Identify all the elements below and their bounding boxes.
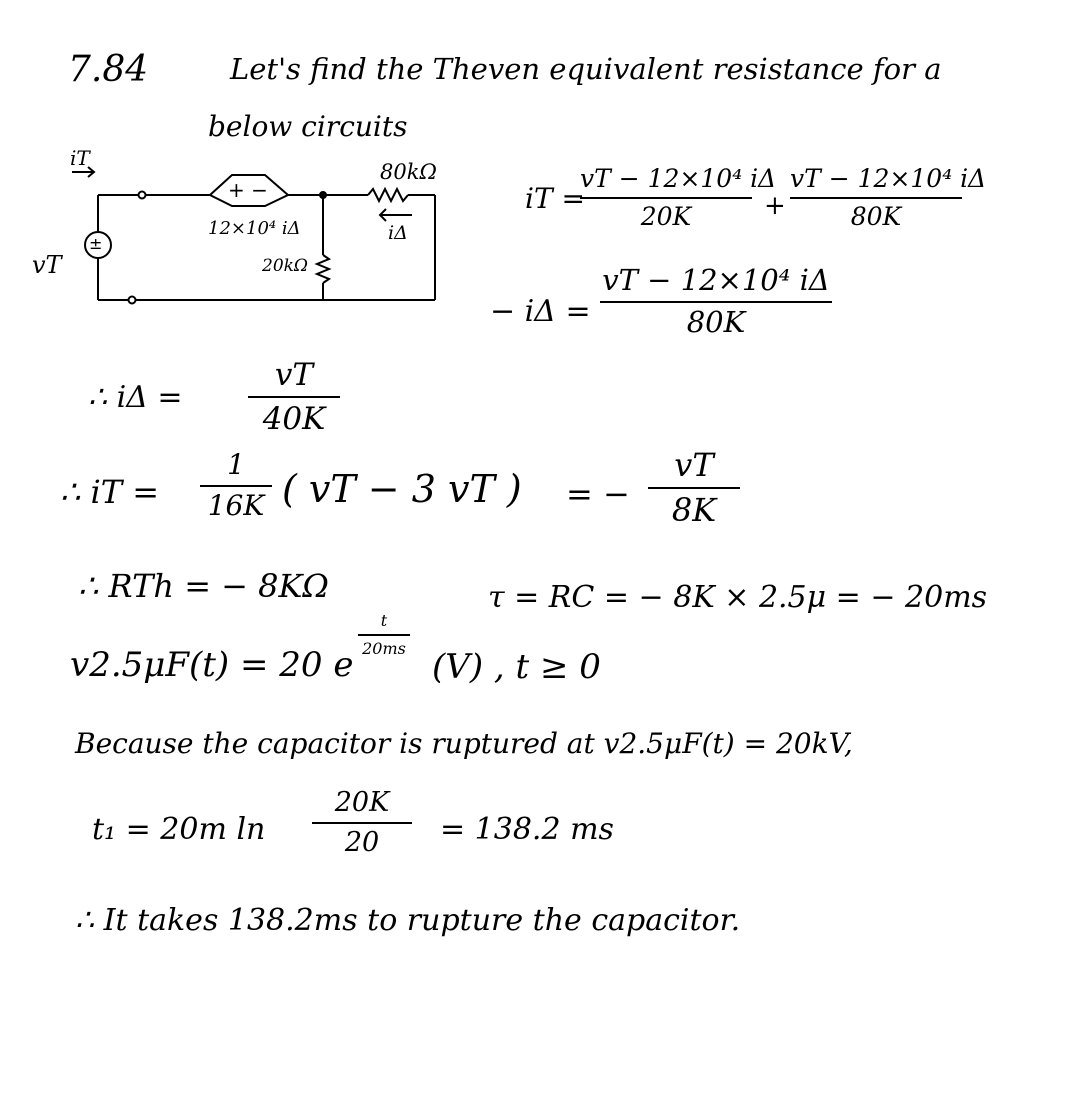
resistor-shunt-label: 20kΩ xyxy=(262,256,309,276)
eq4-den2: 8K xyxy=(671,491,717,530)
t1-num: 20K xyxy=(334,787,390,818)
vcap-lhs: v2.5μF(t) = 20 e xyxy=(70,645,354,685)
intro-line-2: below circuits xyxy=(208,110,408,143)
intro-line-1: Let's find the Theven equivalent resistance for a xyxy=(230,52,942,86)
delta-current-arrow-icon xyxy=(380,209,412,221)
t1-lhs: t₁ = 20m ln xyxy=(92,812,266,847)
eq1-den2: 80K xyxy=(850,201,902,231)
eq3-den: 40K xyxy=(262,401,326,438)
delta-current-label: iΔ xyxy=(388,222,408,244)
current-label: iT xyxy=(70,146,90,170)
eq1-lhs: iT = xyxy=(525,182,585,215)
eq3-num: vT xyxy=(274,357,314,393)
dep-source-signs: + − xyxy=(228,178,268,202)
resistor-top-label: 80kΩ xyxy=(380,160,437,184)
t1-rhs: = 138.2 ms xyxy=(440,812,614,847)
eq1-num2: vT − 12×10⁴ iΔ xyxy=(790,164,987,193)
eq4-num1: 1 xyxy=(227,448,245,481)
eq2-lhs: − iΔ = xyxy=(490,294,591,329)
eq1-plus: + xyxy=(764,191,786,221)
eq2-den: 80K xyxy=(686,304,746,339)
source-symbol: ± xyxy=(89,234,103,253)
eq2-num: vT − 12×10⁴ iΔ xyxy=(602,263,830,297)
eq1-fraction-1 xyxy=(580,164,777,231)
eq2-fraction xyxy=(600,265,832,339)
fraction-bar xyxy=(600,301,832,303)
eq4-fraction-1 xyxy=(200,450,272,522)
tau-line: τ = RC = − 8K × 2.5μ = − 20ms xyxy=(488,580,988,615)
eq4-eq: = − xyxy=(566,475,630,513)
conclusion-line: ∴ It takes 138.2ms to rupture the capacitor. xyxy=(75,903,741,938)
eq3-fraction xyxy=(248,358,340,436)
fraction-bar xyxy=(790,197,962,199)
eq1-num1: vT − 12×10⁴ iΔ xyxy=(580,164,777,193)
fraction-bar xyxy=(312,822,412,824)
vcap-rhs: (V) , t ≥ 0 xyxy=(432,647,601,687)
dep-source-value: 12×10⁴ iΔ xyxy=(208,218,301,239)
eq4-den1: 16K xyxy=(207,488,265,522)
eq4-paren: ( vT − 3 vT ) xyxy=(282,467,522,511)
eq4-lhs: ∴ iT = xyxy=(60,473,160,511)
fraction-bar xyxy=(248,396,340,398)
eq1-fraction-2 xyxy=(790,164,987,231)
resistor-80k-icon xyxy=(368,189,408,201)
fraction-bar xyxy=(200,485,272,487)
rth-line: ∴ RTh = − 8KΩ xyxy=(78,567,329,605)
eq4-fraction-2 xyxy=(648,448,740,528)
because-line: Because the capacitor is ruptured at v2.5μF(t) = 20kV, xyxy=(75,727,853,760)
resistor-20k-icon xyxy=(317,255,329,283)
eq3-lhs: ∴ iΔ = xyxy=(88,380,183,415)
eq4-num2: vT xyxy=(674,446,714,484)
problem-number: 7.84 xyxy=(68,49,149,90)
t1-den: 20 xyxy=(344,826,380,858)
fraction-bar xyxy=(358,634,410,636)
eq1-den1: 20K xyxy=(640,201,692,231)
fraction-bar xyxy=(648,487,740,489)
t1-fraction xyxy=(312,788,412,857)
vcap-exponent xyxy=(358,612,410,657)
fraction-bar xyxy=(580,197,752,199)
vcap-exp-num: t xyxy=(380,611,388,630)
source-label: vT xyxy=(32,251,62,279)
vcap-exp-den: 20ms xyxy=(362,638,406,658)
